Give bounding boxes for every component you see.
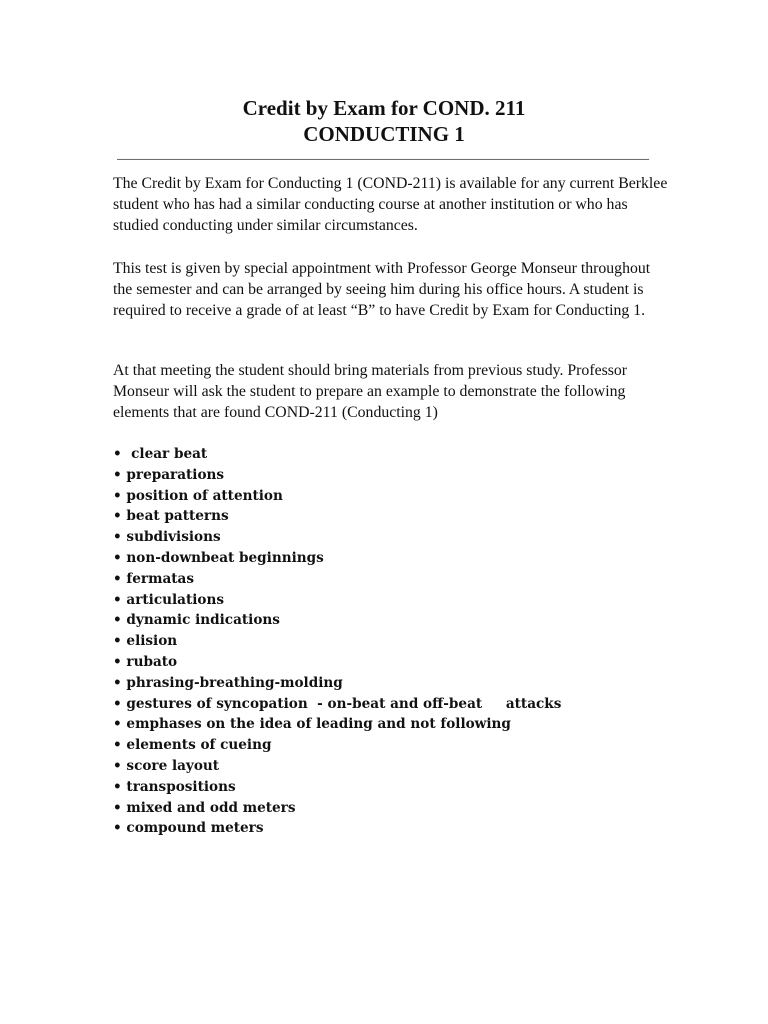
paragraph-meeting: At that meeting the student should bring materials from previous study. Professor Monseur will ask the student to prepare an example to demonstrate the following elements that are found COND-211 (Conducting 1) — [113, 362, 628, 421]
paragraph-intro: The Credit by Exam for Conducting 1 (COND-211) is available for any current Berklee student who has had a similar conducting course at another institution or who has studied conducting under similar circumstances. — [113, 175, 668, 234]
list-item: • gestures of syncopation - on-beat and off-beat attacks — [113, 695, 562, 712]
elements-list — [113, 444, 673, 839]
document-title: Credit by Exam for COND. 211 — [242, 96, 526, 120]
list-item: • clear beat — [113, 446, 208, 462]
paragraph-appointment: This test is given by special appointment with Professor George Monseur throughout the semester and can be arranged by seeing him during his office hours. A student is required to receive a grade of at least “B” to have Credit by Exam for Conducting 1. — [113, 260, 651, 319]
list-item: • beat patterns — [113, 508, 229, 525]
list-item: • preparations — [113, 466, 225, 483]
separator-line: ____________________________________________________________________________ — [117, 147, 649, 162]
list-item: • rubato — [113, 653, 178, 670]
list-item: • elements of cueing — [113, 737, 272, 754]
list-item: • non-downbeat beginnings — [113, 549, 324, 566]
list-item: • emphases on the idea of leading and not following — [113, 716, 511, 733]
list-item: • fermatas — [113, 570, 195, 587]
list-item: • dynamic indications — [113, 612, 280, 629]
document-subtitle: CONDUCTING 1 — [303, 122, 465, 146]
list-item: • score layout — [113, 757, 220, 774]
list-item: • elision — [113, 633, 178, 650]
list-item: • transpositions — [113, 778, 236, 795]
list-item: • phrasing-breathing-molding — [113, 674, 343, 691]
list-item: • position of attention — [113, 487, 283, 504]
list-item: • articulations — [113, 591, 225, 608]
list-item: • subdivisions — [113, 529, 221, 546]
list-item: • mixed and odd meters — [113, 799, 296, 816]
list-item: • compound meters — [113, 820, 264, 837]
